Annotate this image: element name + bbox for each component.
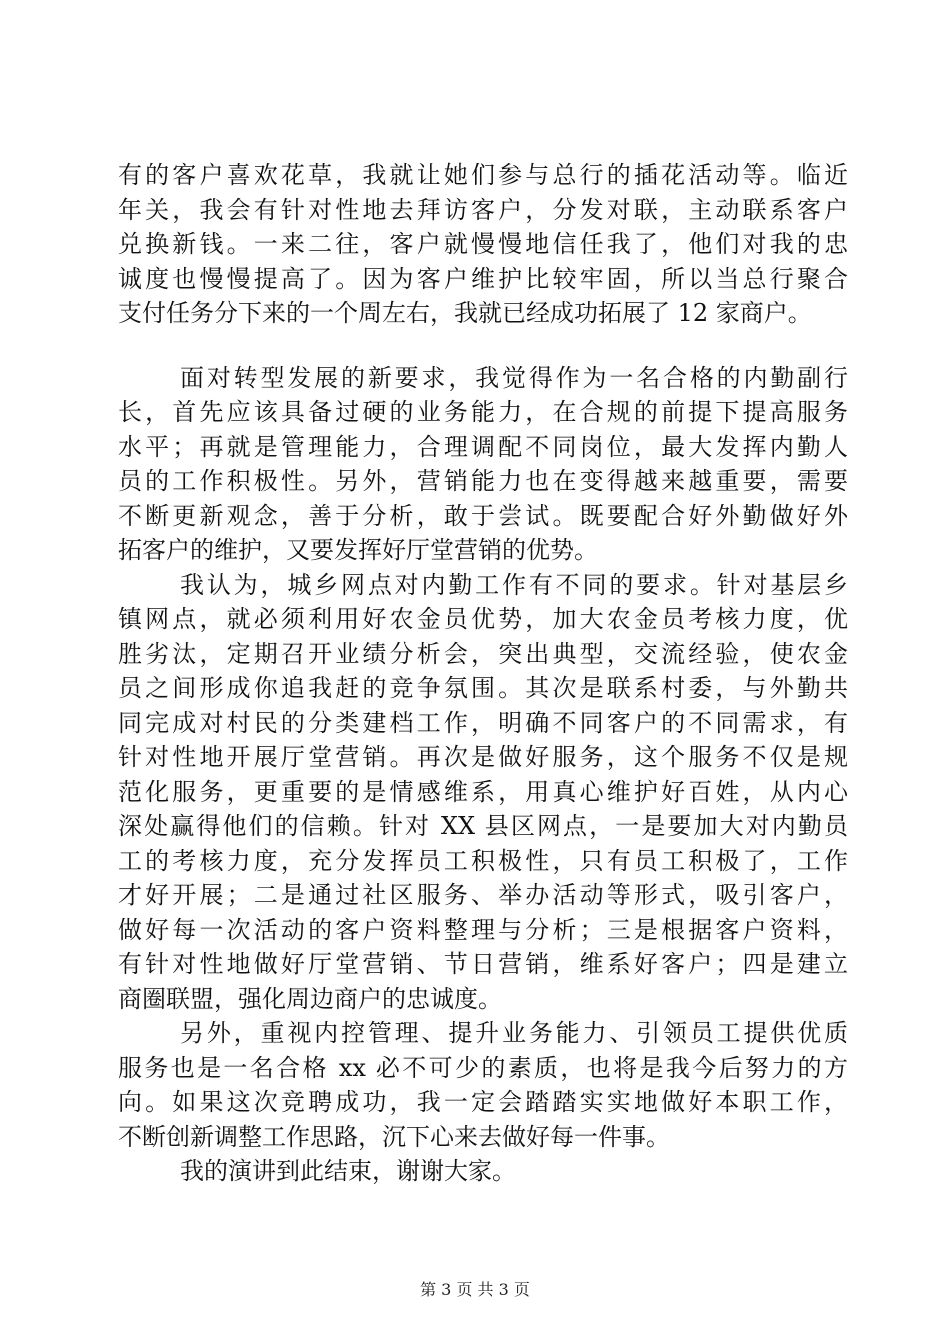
document-body: [118, 158, 848, 1189]
text-line: 工的考核力度，充分发挥员工积极性，只有员工积极了，工作: [118, 846, 848, 875]
text-line: 深处赢得他们的信赖。针对 XX 县区网点，一是要加大对内勤员: [118, 812, 848, 840]
text-line: 水平；再就是管理能力，合理调配不同岗位，最大发挥内勤人: [118, 432, 848, 461]
text-line: 长，首先应该具备过硬的业务能力，在合规的前提下提高服务: [118, 398, 848, 426]
text-line: 兑换新钱。一来二往，客户就慢慢地信任我了，他们对我的忠: [118, 230, 848, 258]
text-line: 胜劣汰，定期召开业绩分析会，突出典型，交流经验，使农金: [118, 639, 848, 668]
text-line: 服务也是一名合格 xx 必不可少的素质，也将是我今后努力的方: [118, 1053, 848, 1082]
paragraph: [118, 568, 848, 1017]
text-line: 不断更新观念，善于分析，敢于尝试。既要配合好外勤做好外: [118, 501, 848, 530]
text-line: 才好开展；二是通过社区服务、举办活动等形式，吸引客户，: [118, 881, 848, 909]
text-line: 另外，重视内控管理、提升业务能力、引领员工提供优质: [180, 1019, 848, 1047]
paragraph: [118, 158, 848, 331]
text-line: 诚度也慢慢提高了。因为客户维护比较牢固，所以当总行聚合: [118, 264, 848, 293]
text-line: 商圈联盟，强化周边商户的忠诚度。: [118, 984, 502, 1013]
text-line: 支付任务分下来的一个周左右，我就已经成功拓展了 12 家商户。: [118, 299, 812, 327]
paragraph: [118, 1154, 848, 1189]
text-line: 做好每一次活动的客户资料整理与分析；三是根据客户资料，: [118, 915, 848, 944]
text-line: 有针对性地做好厅堂营销、节日营销，维系好客户；四是建立: [118, 950, 848, 978]
text-line: 范化服务，更重要的是情感维系，用真心维护好百姓，从内心: [118, 777, 848, 806]
paragraph: [118, 361, 848, 568]
text-line: 员之间形成你追我赶的竞争氛围。其次是联系村委，与外勤共: [118, 674, 848, 702]
text-line: 我的演讲到此结束，谢谢大家。: [180, 1157, 516, 1185]
text-line: 我认为，城乡网点对内勤工作有不同的要求。针对基层乡: [180, 570, 848, 599]
text-line: 年关，我会有针对性地去拜访客户，分发对联，主动联系客户: [118, 195, 848, 224]
text-line: 面对转型发展的新要求，我觉得作为一名合格的内勤副行: [180, 363, 848, 392]
paragraph-gap: [118, 331, 848, 361]
paragraph: [118, 1016, 848, 1154]
text-line: 不断创新调整工作思路，沉下心来去做好每一件事。: [118, 1122, 670, 1151]
text-line: 同完成对村民的分类建档工作，明确不同客户的不同需求，有: [118, 708, 848, 737]
text-line: 有的客户喜欢花草，我就让她们参与总行的插花活动等。临近: [118, 161, 848, 189]
text-line: 针对性地开展厅堂营销。再次是做好服务，这个服务不仅是规: [118, 743, 848, 771]
text-line: 拓客户的维护，又要发挥好厅堂营销的优势。: [118, 536, 598, 564]
text-line: 镇网点，就必须利用好农金员优势，加大农金员考核力度，优: [118, 605, 848, 633]
text-line: 向。如果这次竞聘成功，我一定会踏踏实实地做好本职工作，: [118, 1088, 848, 1116]
text-line: 员的工作积极性。另外，营销能力也在变得越来越重要，需要: [118, 467, 848, 495]
page-number-footer: 第 3 页 共 3 页: [420, 1280, 530, 1299]
